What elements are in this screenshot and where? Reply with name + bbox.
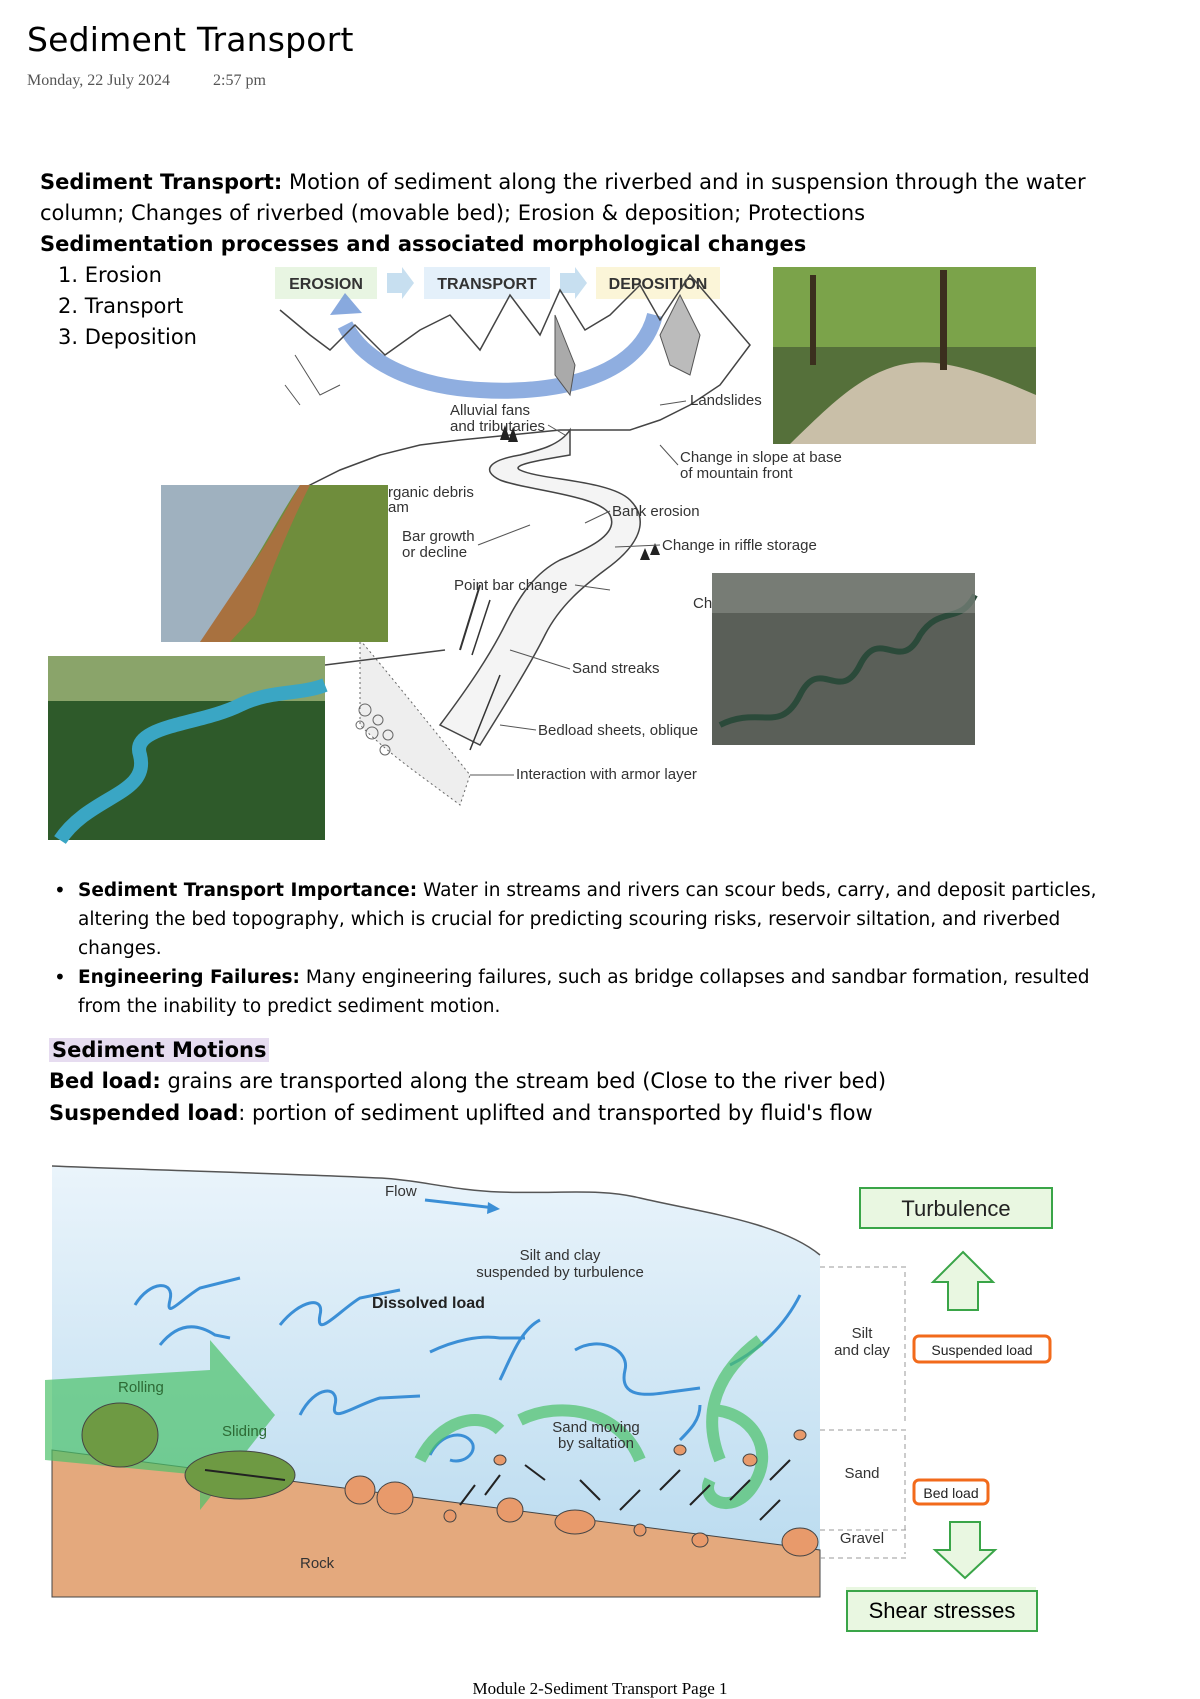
arrow-right-icon — [560, 267, 587, 299]
step-item: 3. Deposition — [58, 325, 197, 349]
label-bar-2: or decline — [402, 544, 468, 561]
page-footer: Module 2-Sediment Transport Page 1 — [472, 1679, 728, 1698]
label-bank: Bank erosion — [612, 503, 700, 520]
label-dissolved: Dissolved load — [372, 1295, 485, 1312]
bed-load-annotation — [914, 1480, 988, 1504]
bullet-item: • Sediment Transport Importance: Water in streams and rivers can scour beds, carry, and deposit particles, altering the bed topography, which is crucial for predicting scouring risks, reservoir siltation, and riverbed changes. — [50, 876, 1130, 963]
photo-leader — [325, 650, 445, 665]
river-aerial-photo — [48, 656, 325, 840]
turbulence-box — [860, 1188, 1052, 1228]
suspended-load-definition: Suspended load: portion of sediment uplifted and transported by fluid's flow — [49, 1101, 873, 1125]
label-organic: rganic debris — [388, 484, 474, 501]
stage-box-transport — [424, 267, 550, 299]
up-arrow-icon — [933, 1252, 993, 1310]
step-item: 2. Transport — [58, 294, 184, 318]
stage-box-deposition — [596, 267, 720, 299]
svg-text:Turbulence: Turbulence — [901, 1196, 1011, 1221]
label-flow: Flow — [385, 1183, 417, 1200]
label-silt-clay-susp-2: suspended by turbulence — [476, 1264, 644, 1281]
sand-streak — [472, 600, 490, 655]
label-slope-2: of mountain front — [680, 465, 793, 482]
stage-box-erosion — [275, 267, 377, 299]
label-silt-2: and clay — [834, 1342, 890, 1359]
motions-heading: Sediment Motions — [49, 1035, 269, 1066]
label-sand-streaks: Sand streaks — [572, 660, 660, 677]
sediment-load-diagram — [0, 1160, 1100, 1610]
label-rolling: Rolling — [118, 1379, 164, 1396]
label-rock: Rock — [300, 1555, 335, 1572]
intro-definition: Motion of sediment along the riverbed and in suspension through the water column; Changes of riverbed (movable bed); Erosion & deposition; Protections — [40, 170, 1086, 225]
label-ch: Ch — [693, 595, 713, 612]
label-bar: Bar growth — [402, 528, 475, 545]
bullet-item: • Engineering Failures: Many engineering failures, such as bridge collapses and sandbar formation, resulted from the inability to predict sediment motion. — [50, 963, 1130, 1021]
label-alluvial: Alluvial fans — [450, 402, 531, 419]
importance-bullets — [50, 876, 1130, 1021]
label-riffle: Change in riffle storage — [662, 537, 817, 554]
label-saltation: Sand moving — [552, 1419, 640, 1436]
label-organic-2: am — [388, 499, 409, 516]
sedimentation-process-diagram — [0, 255, 1060, 855]
intro-paragraph — [40, 167, 1140, 229]
label-sand: Sand — [844, 1465, 880, 1482]
svg-text:DEPOSITION: DEPOSITION — [608, 276, 708, 293]
landslide-shape — [660, 295, 700, 375]
down-arrow-icon — [935, 1522, 995, 1578]
label-alluvial-2: and tributaries — [450, 418, 546, 435]
label-landslides: Landslides — [690, 392, 762, 409]
label-slope: Change in slope at base — [680, 449, 842, 466]
subheading: Sedimentation processes and associated morphological changes — [40, 232, 807, 256]
label-point-bar: Point bar change — [454, 577, 568, 594]
label-armor: Interaction with armor layer — [516, 766, 697, 783]
label-gravel: Gravel — [839, 1530, 885, 1547]
suspended-load-annotation — [914, 1336, 1050, 1362]
label-sliding: Sliding — [222, 1423, 268, 1440]
meander-aerial-photo — [712, 573, 975, 745]
mountain-lines — [285, 355, 340, 405]
page-title: Sediment Transport — [27, 20, 354, 59]
svg-text:Suspended load: Suspended load — [931, 1342, 1033, 1358]
cycle-arrow — [345, 315, 655, 391]
intro-term: Sediment Transport: — [40, 170, 283, 194]
rolling-grain — [82, 1403, 158, 1467]
step-item: 1. Erosion — [58, 263, 162, 287]
shear-stresses-label: Shear stresses — [846, 1590, 1038, 1632]
bank-erosion-photo — [161, 485, 388, 642]
svg-text:EROSION: EROSION — [289, 276, 363, 293]
label-silt-clay-susp: Silt and clay — [519, 1247, 601, 1264]
svg-text:Bed load: Bed load — [923, 1485, 979, 1501]
page-date: Monday, 22 July 2024 — [27, 72, 170, 89]
label-saltation-2: by saltation — [558, 1435, 634, 1452]
bed-load-definition: Bed load: grains are transported along the stream bed (Close to the river bed) — [49, 1069, 887, 1093]
label-bedload-sheets: Bedload sheets, oblique — [538, 722, 699, 739]
arrow-right-icon — [387, 267, 414, 299]
label-silt: Silt — [851, 1325, 873, 1342]
page-time: 2:57 pm — [213, 72, 266, 89]
forest-stream-photo — [773, 267, 1036, 444]
layer-dividers — [820, 1267, 910, 1558]
svg-text:TRANSPORT: TRANSPORT — [437, 276, 537, 293]
